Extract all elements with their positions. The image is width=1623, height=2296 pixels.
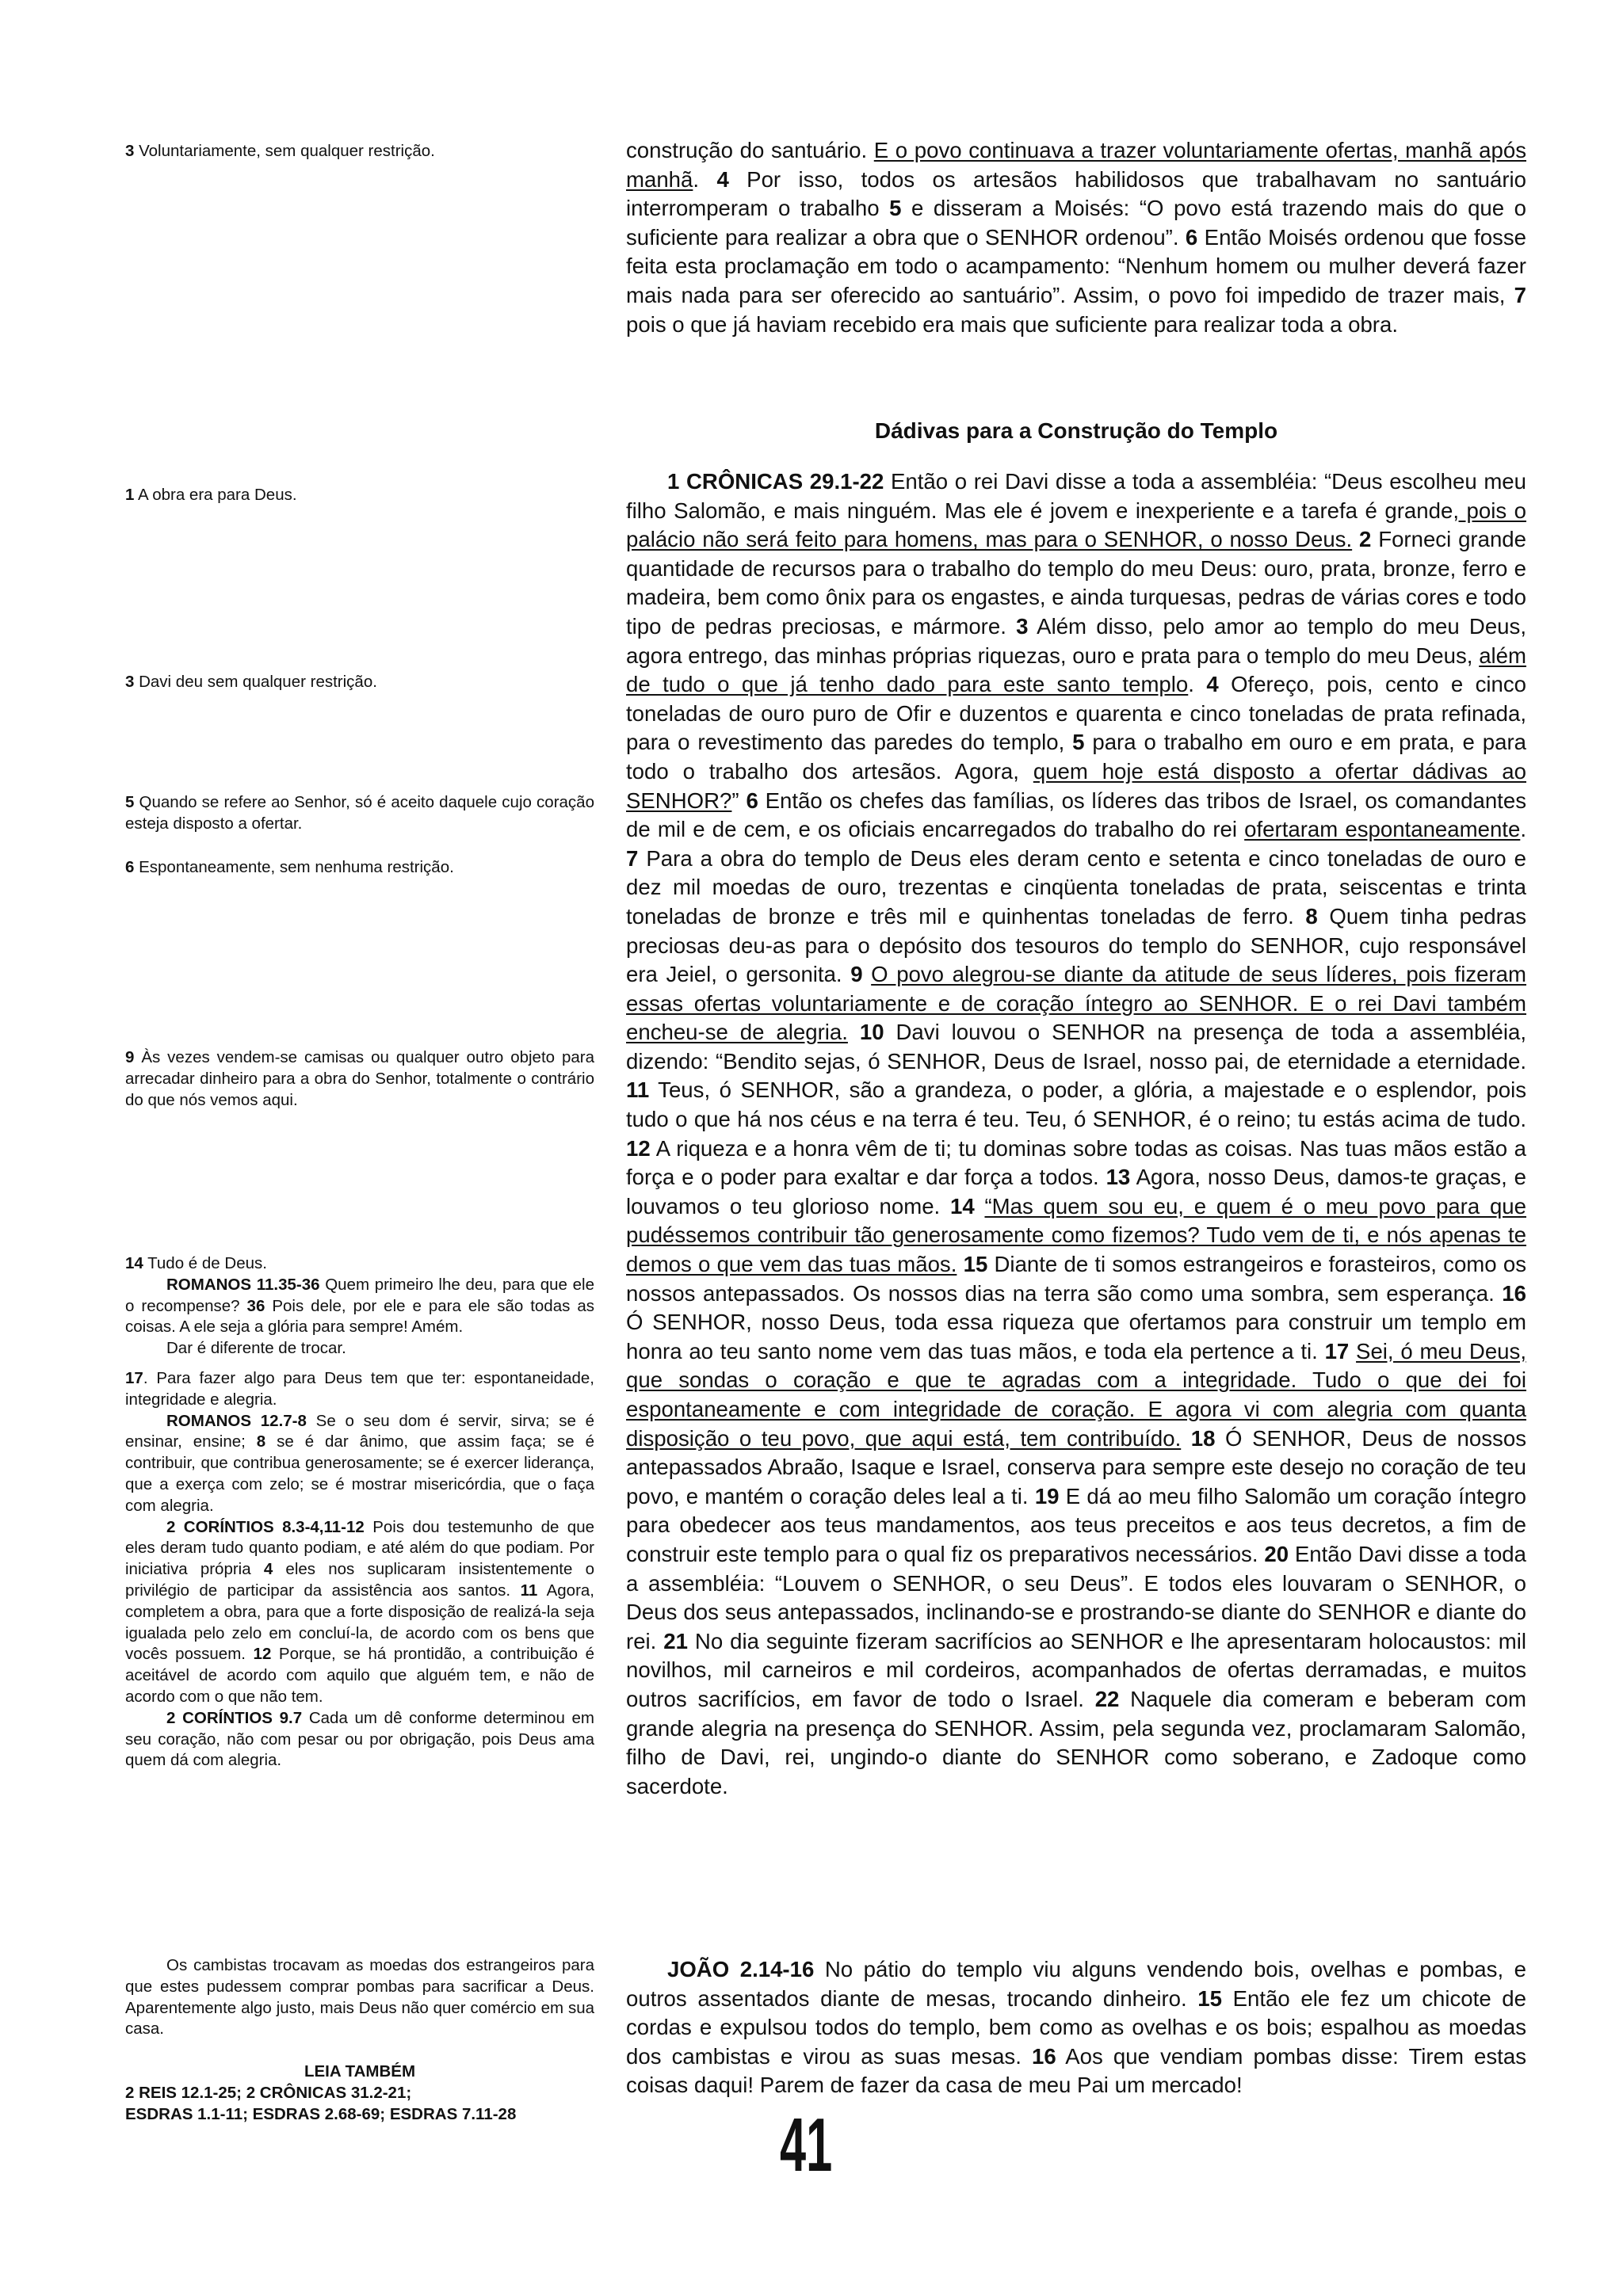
note-text: Davi deu sem qualquer restrição. — [134, 673, 377, 691]
underlined-passage: quem hoje está disposto a ofertar dádivas ao SENHOR? — [626, 758, 1526, 813]
verse-number: 22 — [1094, 1686, 1120, 1711]
verse-number: 10 — [859, 1020, 884, 1045]
leia-tambem-line: 2 REIS 12.1-25; 2 CRÔNICAS 31.2-21; — [125, 2083, 412, 2102]
note-text: . Para fazer algo para Deus tem que ter: espontaneidade, integridade e alegria. — [125, 1368, 594, 1409]
verse-number: 14 — [949, 1193, 975, 1219]
verse-number: 3 — [125, 142, 135, 160]
underlined-passage: Sei, ó meu Deus, que sondas o coração e que te agradas com a integridade. Tudo o que dei foi espontaneamente e com integridade de coração. E agora vi com alegria com quanta disposição o teu povo, que aqui está, tem contribuído. — [626, 1338, 1526, 1451]
verse-number: 4 — [1206, 672, 1219, 697]
note-text: Voluntariamente, sem qualquer restrição. — [134, 142, 435, 160]
verse-number: 15 — [963, 1252, 988, 1277]
verse-number: 3 — [125, 673, 135, 691]
main-paragraph-joao: JOÃO 2.14-16 No pátio do templo viu alguns vendendo bois, ovelhas e pombas, e outros assentados diante de mesas, trocando dinheiro. 15 Então ele fez um chicote de cordas e expulsou todos do templo, bem como as ovelhas e os bois; espalhou as moedas dos cambistas e virou as suas mesas. 16 Aos que vendiam pombas disse: Tirem estas coisas daqui! Parem de fazer da casa de meu Pai um mercado! — [626, 1957, 1526, 2098]
scripture-reference: 1 CRÔNICAS 29.1-22 — [667, 469, 884, 494]
underlined-passage: E o povo continuava a trazer voluntariamente ofertas, manhã após manhã — [626, 138, 1526, 192]
verse-number: 11 — [626, 1077, 650, 1103]
verse-number: 18 — [1190, 1425, 1216, 1451]
verse-number: 6 — [746, 788, 758, 813]
verse-number: 11 — [520, 1581, 538, 1600]
scripture-reference: 2 CORÍNTIOS 8.3-4,11-12 — [166, 1517, 365, 1536]
note-text: Tudo é de Deus. — [143, 1254, 267, 1272]
note-text: A obra era para Deus. — [134, 486, 297, 504]
note-text: Às vezes vendem-se camisas ou qualquer outro objeto para arrecadar dinheiro para a obra do Senhor, totalmente o contrário do que nós vemos aqui. — [125, 1048, 594, 1109]
verse-number: 6 — [1185, 224, 1198, 250]
leia-tambem-line: ESDRAS 1.1-11; ESDRAS 2.68-69; ESDRAS 7.11-28 — [125, 2104, 517, 2123]
verse-number: 12 — [253, 1645, 272, 1664]
verse-number: 4 — [263, 1560, 273, 1579]
verse-number: 1 — [125, 486, 135, 504]
verse-number: 9 — [125, 1048, 135, 1066]
verse-number: 17 — [125, 1368, 143, 1387]
margin-note-obra-para-deus — [125, 485, 594, 506]
note-text: Dar é diferente de trocar. — [166, 1339, 346, 1358]
margin-note-espontaneamente — [125, 857, 594, 879]
main-paragraph-santuario: construção do santuário. E o povo continuava a trazer voluntariamente ofertas, manhã após manhã. 4 Por isso, todos os artesãos habilidosos que trabalhavam no santuário interromperam o trabalho 5 e disseram a Moisés: “O povo está trazendo mais do que o suficiente para realizar a obra que o SENHOR ordenou”. 6 Então Moisés ordenou que fosse feita esta proclamação em todo o acampamento: “Nenhum homem ou mulher deverá fazer mais nada para ser oferecido ao santuário”. Assim, o povo foi impedido de trazer mais, 7 pois o que já haviam recebido era mais que suficiente para realizar toda a obra. — [626, 138, 1527, 337]
note-text: Quando se refere ao Senhor, só é aceito daquele cujo coração esteja disposto a ofertar. — [125, 793, 594, 833]
verse-number: 17 — [1324, 1338, 1350, 1363]
verse-number: 19 — [1034, 1483, 1060, 1508]
verse-number: 9 — [850, 962, 863, 987]
verse-number: 20 — [1264, 1541, 1289, 1566]
margin-note-vendem-camisas — [125, 1047, 594, 1111]
verse-number: 5 — [125, 793, 135, 811]
verse-number: 3 — [1016, 613, 1029, 639]
underlined-passage: ofertaram espontaneamente — [1244, 817, 1521, 842]
verse-number: 21 — [663, 1628, 688, 1653]
section-heading: Dádivas para a Construção do Templo — [874, 418, 1278, 443]
verse-number: 6 — [125, 858, 135, 876]
verse-number: 12 — [626, 1135, 651, 1161]
scripture-reference: JOÃO 2.14-16 — [667, 1957, 815, 1981]
verse-number: 7 — [626, 845, 639, 871]
verse-number: 4 — [716, 166, 729, 192]
scripture-reference: ROMANOS 12.7-8 — [166, 1411, 307, 1430]
underlined-passage: além de tudo o que já tenho dado para este santo templo — [626, 643, 1526, 697]
margin-note-tudo-e-de-deus: 14 Tudo é de Deus. ROMANOS 11.35-36 Quem primeiro lhe deu, para que ele o recompense? 36 Pois dele, por ele e para ele são todas as coisas. A ele seja a glória para sempre! Amém. Dar é diferente de trocar. 17. Para fazer algo para Deus tem que ter: espontaneidade, integridade e alegria. ROMANOS 12.7-8 Se o seu dom é servir, sirva; se é ensinar, ensine; 8 se é dar ânimo, que assim faça; se é contribuir, que contribua generosamente; se é exercer liderança, que a exerça com zelo; se é mostrar misericórdia, que o faça com alegria. 2 CORÍNTIOS 8.3-4,11-12 Pois dou testemunho de que eles deram tudo quanto podiam, e até além do que podiam. Por iniciativa própria 4 eles nos suplicaram insistentemente o privilégio de participar da assistência aos santos. 11 Agora, completem a obra, para que a forte disposição de realizá-la seja igualada pelo zelo em concluí-la, de acordo com os bens que vocês possuem. 12 Porque, se há prontidão, a contribuição é aceitável de acordo com aquilo que alguém tem, e não de acordo com o que não tem. 2 CORÍNTIOS 9.7 Cada um dê conforme determinou em seu coração, não com pesar ou por obrigação, pois Deus ama quem dá com alegria. — [125, 1254, 595, 1770]
verse-number: 13 — [1106, 1165, 1131, 1190]
underlined-passage: “Mas quem sou eu, e quem é o meu povo para que pudéssemos contribuir tão generosamente como fizemos? Tudo vem de ti, e nós apenas te demos o que vem das tuas mãos. — [626, 1193, 1526, 1277]
leia-tambem-title: LEIA TAMBÉM — [304, 2062, 416, 2081]
verse-number: 5 — [889, 196, 902, 221]
main-paragraph-cronicas: 1 CRÔNICAS 29.1-22 Então o rei Davi disse a toda a assembléia: “Deus escolheu meu filho Salomão, e mais ninguém. Mas ele é jovem e inexperiente e a tarefa é grande, pois o palácio não será feito para homens, mas para o SENHOR, o nosso Deus. 2 Forneci grande quantidade de recursos para o trabalho do templo do meu Deus: ouro, prata, bronze, ferro e madeira, bem como ônix para os engastes, e ainda turquesas, pedras de várias cores e todo tipo de pedras preciosas, e mármore. 3 Além disso, pelo amor ao templo do meu Deus, agora entrego, das minhas próprias riquezas, ouro e prata para o templo do meu Deus, além de tudo o que já tenho dado para este santo templo. 4 Ofereço, pois, cento e cinco toneladas de ouro puro de Ofir e duzentos e quarenta e cinco toneladas de prata refinada, para o revestimento das paredes do templo, 5 para o trabalho em ouro e em prata, e para todo o trabalho dos artesãos. Agora, quem hoje está disposto a ofertar dádivas ao SENHOR?” 6 Então os chefes das famílias, os líderes das tribos de Israel, os comandantes de mil e de cem, e os oficiais encarregados do trabalho do rei ofertaram espontaneamente. 7 Para a obra do templo de Deus eles deram cento e setenta e cinco toneladas de ouro e dez mil moedas de ouro, trezentas e cinqüenta toneladas de prata, seiscentas e trinta toneladas de bronze e três mil e quinhentas toneladas de ferro. 8 Quem tinha pedras preciosas deu-as para o depósito dos tesouros do templo do SENHOR, cujo responsável era Jeiel, o gersonita. 9 O povo alegrou-se diante da atitude de seus líderes, pois fizeram essas ofertas voluntariamente e de coração íntegro ao SENHOR. E o rei Davi também encheu-se de alegria. 10 Davi louvou o SENHOR na presença de toda a assembléia, dizendo: “Bendito sejas, ó SENHOR, Deus de Israel, nosso pai, de eternidade a eternidade. 11 Teus, ó SENHOR, são a grandeza, o poder, a glória, a majestade e o esplendor, pois tudo o que há nos céus e na terra é teu. Teu, ó SENHOR, é o reino; tu estás acima de tudo. 12 A riqueza e a honra vêm de ti; tu dominas sobre todas as coisas. Nas tuas mãos estão a força e o poder para exaltar e dar força a todos. 13 Agora, nosso Deus, damos-te graças, e louvamos o teu glorioso nome. 14 “Mas quem sou eu, e quem é o meu povo para que pudéssemos contribuir tão generosamente como fizemos? Tudo vem de ti, e nós apenas te demos o que vem das tuas mãos. 15 Diante de ti somos estrangeiros e forasteiros, como os nossos antepassados. Os nossos dias na terra são como uma sombra, sem esperança. 16 Ó SENHOR, nosso Deus, toda essa riqueza que ofertamos para construir um templo em honra ao teu santo nome vem das tuas mãos, e toda ela pertence a ti. 17 Sei, ó meu Deus, que sondas o coração e que te agradas com a integridade. Tudo o que dei foi espontaneamente e com integridade de coração. E agora vi com alegria com quanta disposição o teu povo, que aqui está, tem contribuído. 18 Ó SENHOR, Deus de nossos antepassados Abraão, Isaque e Israel, conserva para sempre este desejo no coração de teu povo, e mantém o coração deles leal a ti. 19 E dá ao meu filho Salomão um coração íntegro para obedecer aos teus mandamentos, aos teus preceitos e aos teus decretos, a fim de construir este templo para o qual fiz os preparativos necessários. 20 Então Davi disse a toda a assembléia: “Louvem o SENHOR, o seu Deus”. E todos eles louvaram o SENHOR, o Deus dos seus antepassados, inclinando-se e prostrando-se diante do SENHOR e diante do rei. 21 No dia seguinte fizeram sacrifícios ao SENHOR e lhe apresentaram holocaustos: mil novilhos, mil carneiros e mil cordeiros, acompanhados de ofertas derramadas, e muitos outros sacrifícios, em favor de todo o Israel. 22 Naquele dia comeram e beberam com grande alegria na presença do SENHOR. Assim, pela segunda vez, proclamaram Salomão, filho de Davi, rei, ungindo-o diante do SENHOR como soberano, e Zadoque como sacerdote. — [626, 469, 1527, 1798]
verse-number: 36 — [246, 1296, 265, 1315]
verse-number: 16 — [1502, 1280, 1526, 1306]
note-text: Espontaneamente, sem nenhuma restrição. — [134, 858, 454, 876]
verse-number: 8 — [1305, 903, 1318, 929]
margin-note-voluntariamente — [125, 141, 594, 162]
verse-number: 15 — [1197, 1985, 1222, 2011]
verse-number: 2 — [1359, 527, 1372, 552]
page-number: 41 — [780, 2103, 833, 2187]
scripture-reference: 2 CORÍNTIOS 9.7 — [166, 1708, 303, 1727]
note-text: Os cambistas trocavam as moedas dos estrangeiros para que estes pudessem comprar pombas para sacrificar a Deus. Aparentemente algo justo, mais Deus não quer comércio em sua casa. — [125, 1956, 594, 2039]
margin-note-cambistas — [125, 1955, 594, 2040]
underlined-passage: O povo alegrou-se diante da atitude de seus líderes, pois fizeram essas ofertas voluntariamente e de coração íntegro ao SENHOR. E o rei Davi também encheu-se de alegria. — [626, 962, 1526, 1045]
verse-number: 8 — [256, 1432, 266, 1451]
margin-note-coracao-disposto — [125, 792, 594, 835]
leia-tambem-box — [125, 2061, 594, 2125]
scripture-reference: ROMANOS 11.35-36 — [166, 1275, 320, 1294]
verse-number: 14 — [125, 1254, 143, 1272]
margin-note-davi-deu — [125, 672, 594, 693]
underlined-passage: , pois o palácio não será feito para homens, mas para o SENHOR, o nosso Deus. — [626, 498, 1526, 552]
verse-number: 7 — [1514, 282, 1526, 307]
verse-number: 16 — [1031, 2043, 1056, 2069]
verse-number: 5 — [1072, 730, 1085, 755]
